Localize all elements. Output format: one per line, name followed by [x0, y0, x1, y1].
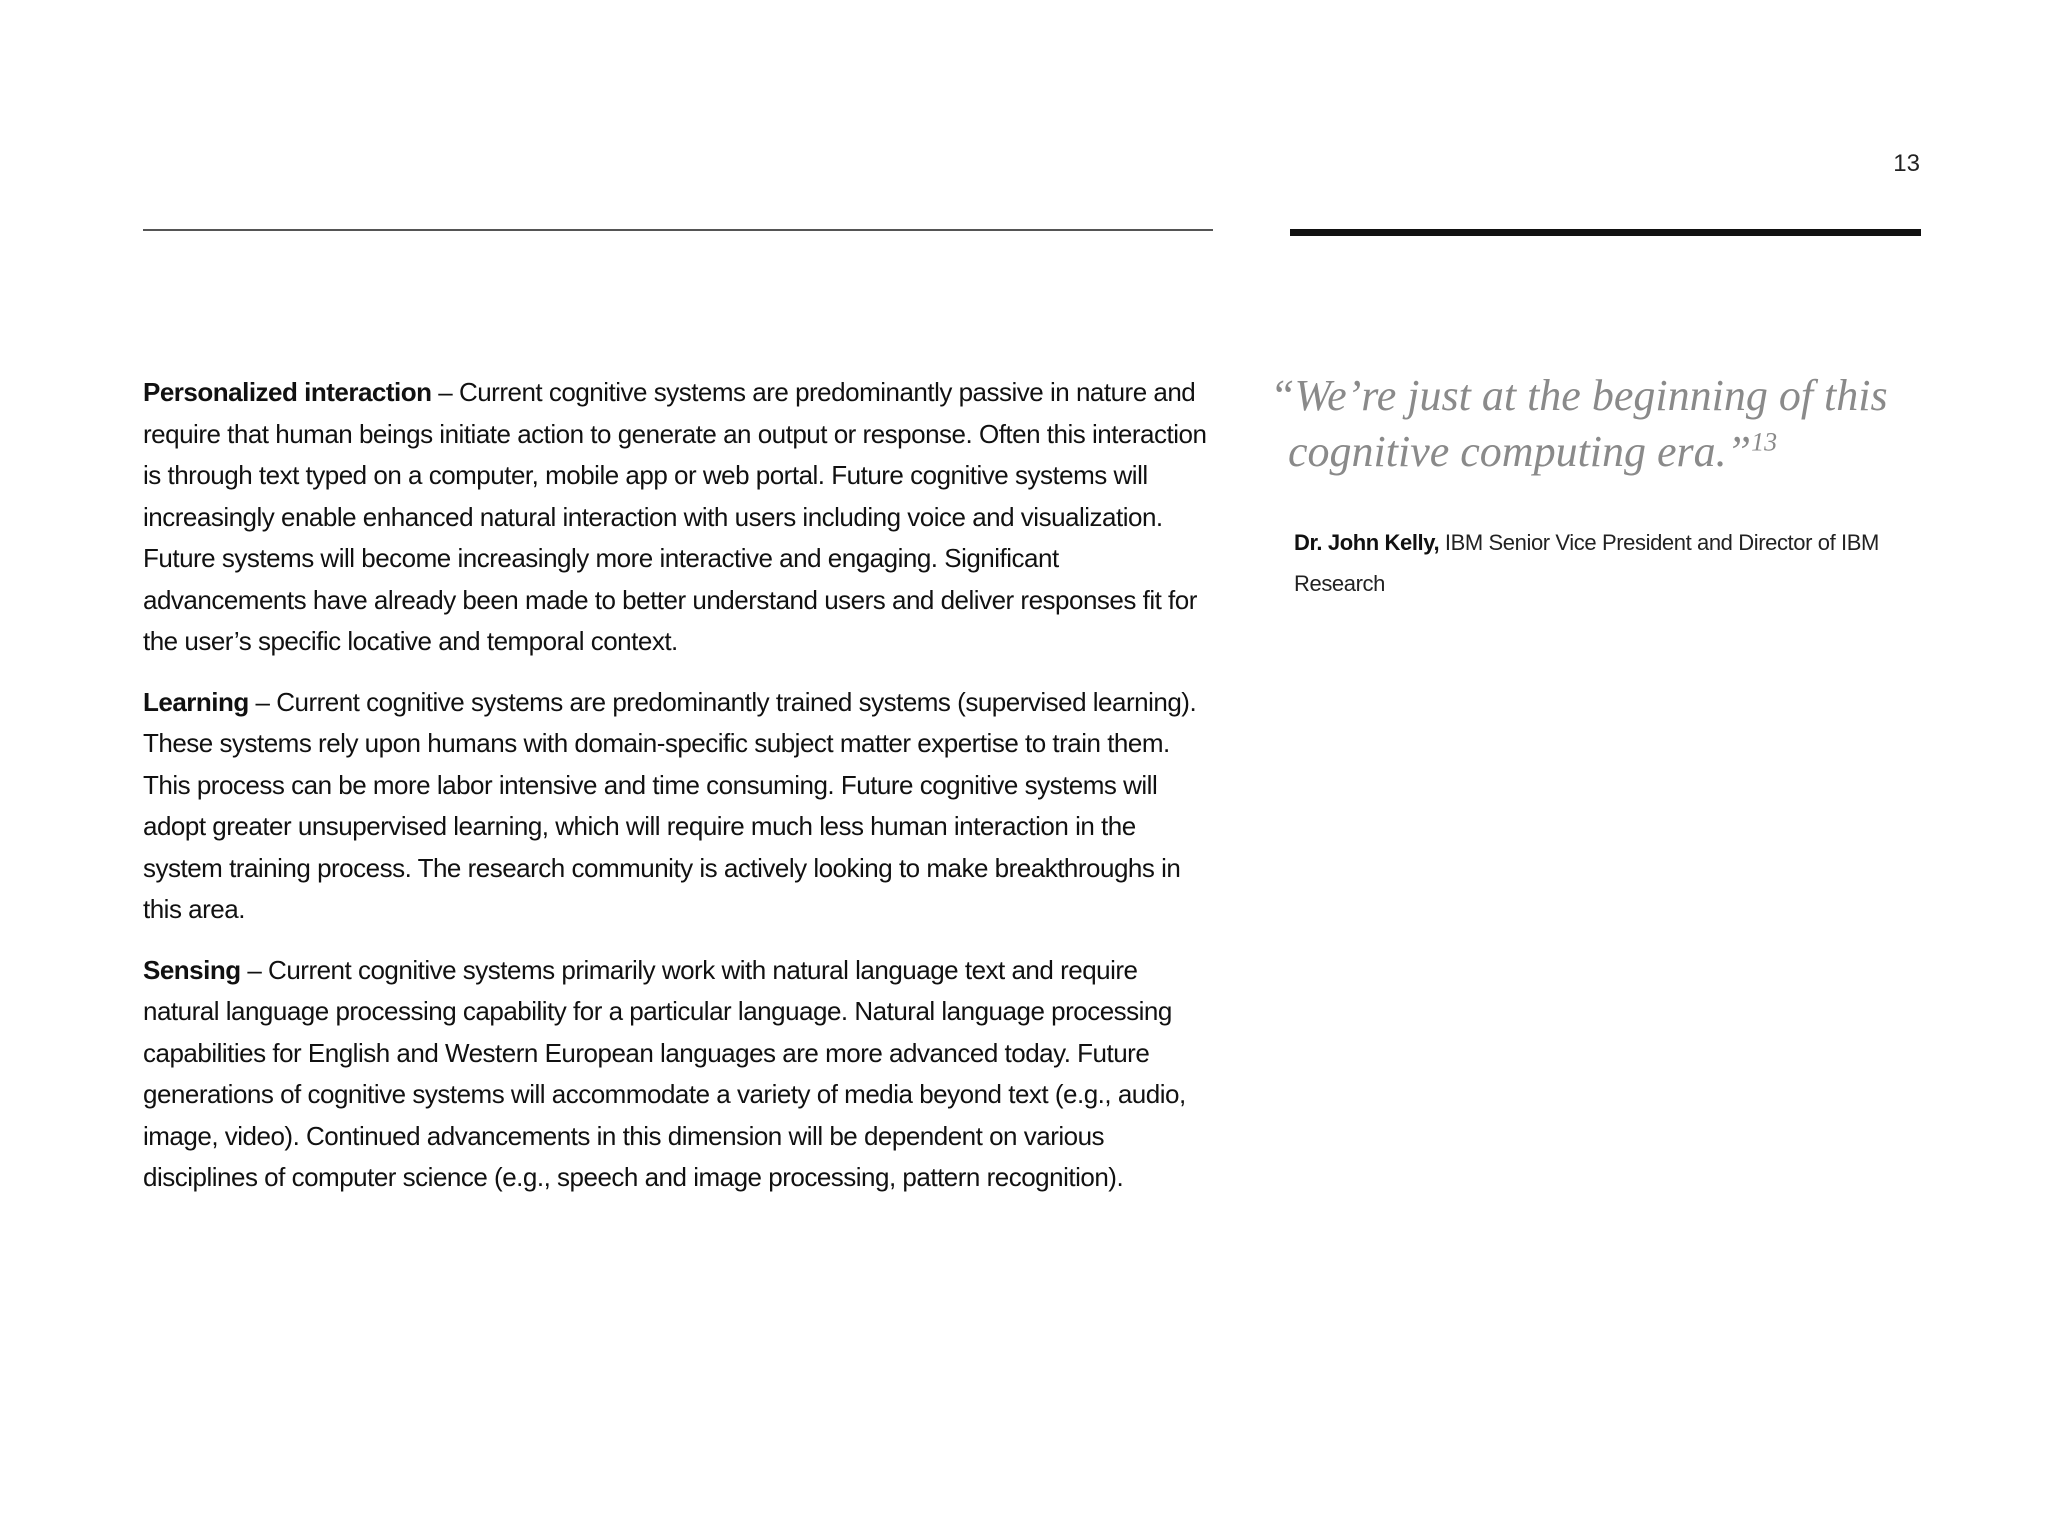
pull-quote: [1270, 368, 1910, 480]
section-learning: [143, 682, 1218, 931]
section-personalized-interaction: [143, 372, 1218, 663]
section-body: – Current cognitive systems are predominantly trained systems (supervised learning). These systems rely upon humans with domain-specific subject matter expertise to train them. This process can be more labor intensive and time consuming. Future cognitive systems will adopt greater unsupervised learning, which will require much less human interaction in the system training process. The research community is actively looking to make breakthroughs in this area.: [143, 686, 1197, 924]
quote-footnote-marker: 13: [1751, 427, 1778, 457]
pull-quote-line-2: [1270, 424, 1910, 480]
header-rule-right: [1290, 229, 1921, 236]
main-column: [143, 372, 1218, 1218]
section-body: – Current cognitive systems primarily work with natural language text and require natural language processing capability for a particular language. Natural language processing capabilities for English and Western European languages are more advanced today. Future generations of cognitive systems will accommodate a variety of media beyond text (e.g., audio, image, video). Continued advancements in this dimension will be dependent on various disciplines of computer science (e.g., speech and image processing, pattern recognition).: [143, 954, 1186, 1192]
pull-quote-line-2-text: cognitive computing era.”: [1288, 427, 1752, 476]
attribution-name: Dr. John Kelly,: [1294, 530, 1440, 555]
section-body: – Current cognitive systems are predominantly passive in nature and require that human beings initiate action to generate an output or response. Often this interaction is through text typed on a computer, mobile app or web portal. Future cognitive systems will increasingly enable enhanced natural interaction with users including voice and visualization. Future systems will become increasingly more interactive and engaging. Significant advancements have already been made to better understand users and deliver responses fit for the user’s specific locative and temporal context.: [143, 377, 1207, 656]
pull-quote-line-1: “We’re just at the beginning of this: [1270, 371, 1888, 420]
quote-attribution: [1294, 522, 1894, 604]
section-heading: Sensing: [143, 954, 241, 985]
section-sensing: [143, 950, 1218, 1199]
header-rule-left: [143, 229, 1213, 231]
attribution-title: IBM Senior Vice President and Director of IBM Research: [1294, 530, 1879, 596]
section-heading: Learning: [143, 686, 249, 717]
section-heading: Personalized interaction: [143, 377, 432, 407]
page-number: 13: [1893, 150, 1920, 177]
